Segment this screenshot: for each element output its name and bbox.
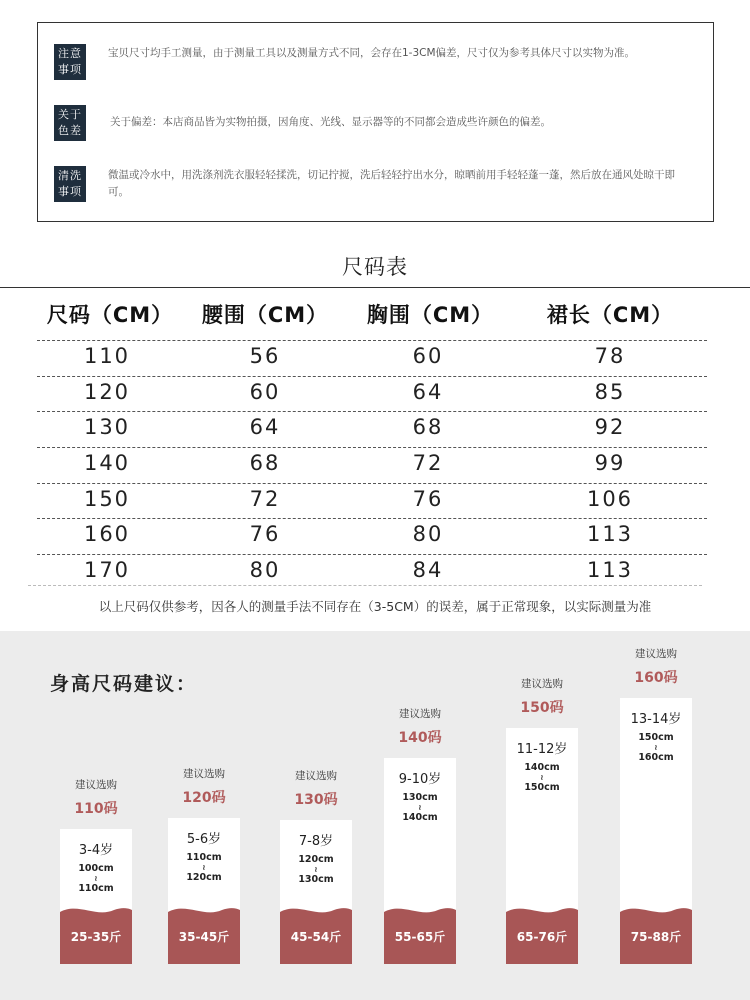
card-weight: 65-76斤 [516, 930, 568, 944]
table-row [37, 340, 707, 376]
card-recommend-label: 建议选购 [521, 678, 563, 690]
cell-size: 150 [83, 486, 131, 511]
table-row [37, 411, 707, 447]
header-chest: 胸围（CM） [366, 303, 494, 327]
card-height-to: 150cm [524, 782, 560, 793]
card-height-from: 130cm [402, 792, 438, 803]
card-body [506, 728, 578, 964]
cell-length: 78 [594, 344, 626, 368]
card-height-to: 160cm [638, 752, 674, 763]
cell-size: 160 [83, 522, 131, 547]
size-table-title: 尺码表 [342, 255, 408, 279]
cell-size: 110 [83, 344, 131, 368]
table-row [37, 376, 707, 412]
notice-text: 关于偏差：本店商品皆为实物拍摄，因角度、光线、显示器等的不同都会造成些许颜色的偏差。 [110, 116, 551, 128]
card-size-label: 110码 [74, 801, 118, 817]
card-body [620, 698, 692, 964]
cell-size: 130 [83, 415, 131, 440]
card-height-to: 120cm [186, 872, 222, 883]
notice-color [54, 105, 697, 141]
card-height-tilde: ≀ [540, 773, 544, 782]
header-size: 尺码（CM） [46, 303, 174, 327]
card-body [60, 829, 132, 964]
card-size-label: 160码 [634, 670, 678, 686]
cell-length: 92 [594, 415, 626, 440]
card-body [280, 820, 352, 964]
cell-chest: 72 [412, 451, 444, 476]
cell-length: 106 [586, 486, 634, 511]
card-height-from: 150cm [638, 732, 674, 743]
cell-size: 170 [83, 558, 131, 583]
card-age: 5-6岁 [186, 832, 222, 847]
card-body [168, 818, 240, 964]
table-note: 以上尺码仅供参考，因各人的测量手法不同存在（3-5CM）的误差，属于正常现象，以实际测量为准 [98, 599, 652, 614]
cell-length: 99 [594, 451, 626, 476]
card-height-tilde: ≀ [654, 743, 658, 752]
card-height-to: 130cm [298, 874, 334, 885]
cell-size: 140 [83, 451, 131, 476]
size-table [37, 340, 707, 590]
cell-waist: 56 [249, 344, 281, 368]
card-age: 7-8岁 [298, 834, 334, 849]
notice-box [37, 22, 714, 222]
card-height-from: 110cm [186, 852, 222, 863]
card-recommend-label: 建议选购 [399, 708, 441, 720]
card-recommend-label: 建议选购 [75, 779, 117, 791]
card-height-from: 100cm [78, 863, 114, 874]
cell-waist: 68 [249, 451, 281, 476]
card-size-label: 140码 [398, 730, 442, 746]
cell-chest: 84 [412, 558, 444, 583]
card-weight: 55-65斤 [394, 930, 446, 944]
card-weight: 35-45斤 [178, 930, 230, 944]
table-bottom-divider [28, 585, 702, 586]
cell-waist: 60 [249, 379, 281, 404]
cell-chest: 60 [412, 344, 444, 368]
card-height-tilde: ≀ [94, 874, 98, 883]
card-weight: 25-35斤 [70, 930, 122, 944]
table-row [37, 518, 707, 554]
card-size-label: 130码 [294, 792, 338, 808]
card-recommend-label: 建议选购 [183, 768, 225, 780]
table-row [37, 447, 707, 483]
card-age: 3-4岁 [78, 843, 114, 858]
cell-length: 85 [594, 379, 626, 404]
recommendation-title: 身高尺码建议： [50, 673, 198, 695]
notice-tag: 关于 色差 [54, 105, 86, 141]
card-recommend-label: 建议选购 [295, 770, 337, 782]
cell-chest: 76 [412, 486, 444, 511]
header-waist: 腰围（CM） [201, 303, 329, 327]
cell-chest: 68 [412, 415, 444, 440]
height-recommendation [0, 631, 750, 1000]
card-height-tilde: ≀ [314, 865, 318, 874]
cell-waist: 72 [249, 486, 281, 511]
card-height-tilde: ≀ [202, 863, 206, 872]
card-height-from: 140cm [524, 762, 560, 773]
card-size-label: 150码 [520, 700, 564, 716]
notice-measurement [54, 44, 697, 80]
notice-text: 宝贝尺寸均手工测量，由于测量工具以及测量方式不同，会存在1-3CM偏差，尺寸仅为参考具体尺寸以实物为准。 [108, 47, 636, 59]
card-age: 11-12岁 [516, 742, 568, 757]
notice-text: 微温或冷水中，用洗涤剂洗衣服轻轻揉洗，切记拧搅，洗后轻轻拧出水分，晾晒前用手轻轻蓬一蓬，然后放在通风处晾干即可。 [108, 169, 675, 198]
cell-waist: 76 [249, 522, 281, 547]
cell-waist: 64 [249, 415, 281, 440]
card-recommend-label: 建议选购 [635, 648, 677, 660]
notice-washing [54, 166, 697, 202]
cell-chest: 80 [412, 522, 444, 547]
card-weight: 75-88斤 [630, 930, 682, 944]
header-length: 裙长（CM） [546, 303, 674, 327]
card-height-tilde: ≀ [418, 803, 422, 812]
card-weight: 45-54斤 [290, 930, 342, 944]
card-height-to: 140cm [402, 812, 438, 823]
cell-size: 120 [83, 379, 131, 404]
card-size-label: 120码 [182, 790, 226, 806]
notice-tag: 清洗 事项 [54, 166, 86, 202]
card-height-to: 110cm [78, 883, 114, 894]
notice-tag: 注意 事项 [54, 44, 86, 80]
cell-chest: 64 [412, 379, 444, 404]
card-body [384, 758, 456, 964]
card-age: 13-14岁 [630, 712, 682, 727]
card-height-from: 120cm [298, 854, 334, 865]
cell-length: 113 [586, 558, 634, 583]
table-row [37, 483, 707, 519]
title-divider [0, 287, 750, 288]
cell-length: 113 [586, 522, 634, 547]
card-age: 9-10岁 [398, 772, 442, 787]
cell-waist: 80 [249, 558, 281, 583]
